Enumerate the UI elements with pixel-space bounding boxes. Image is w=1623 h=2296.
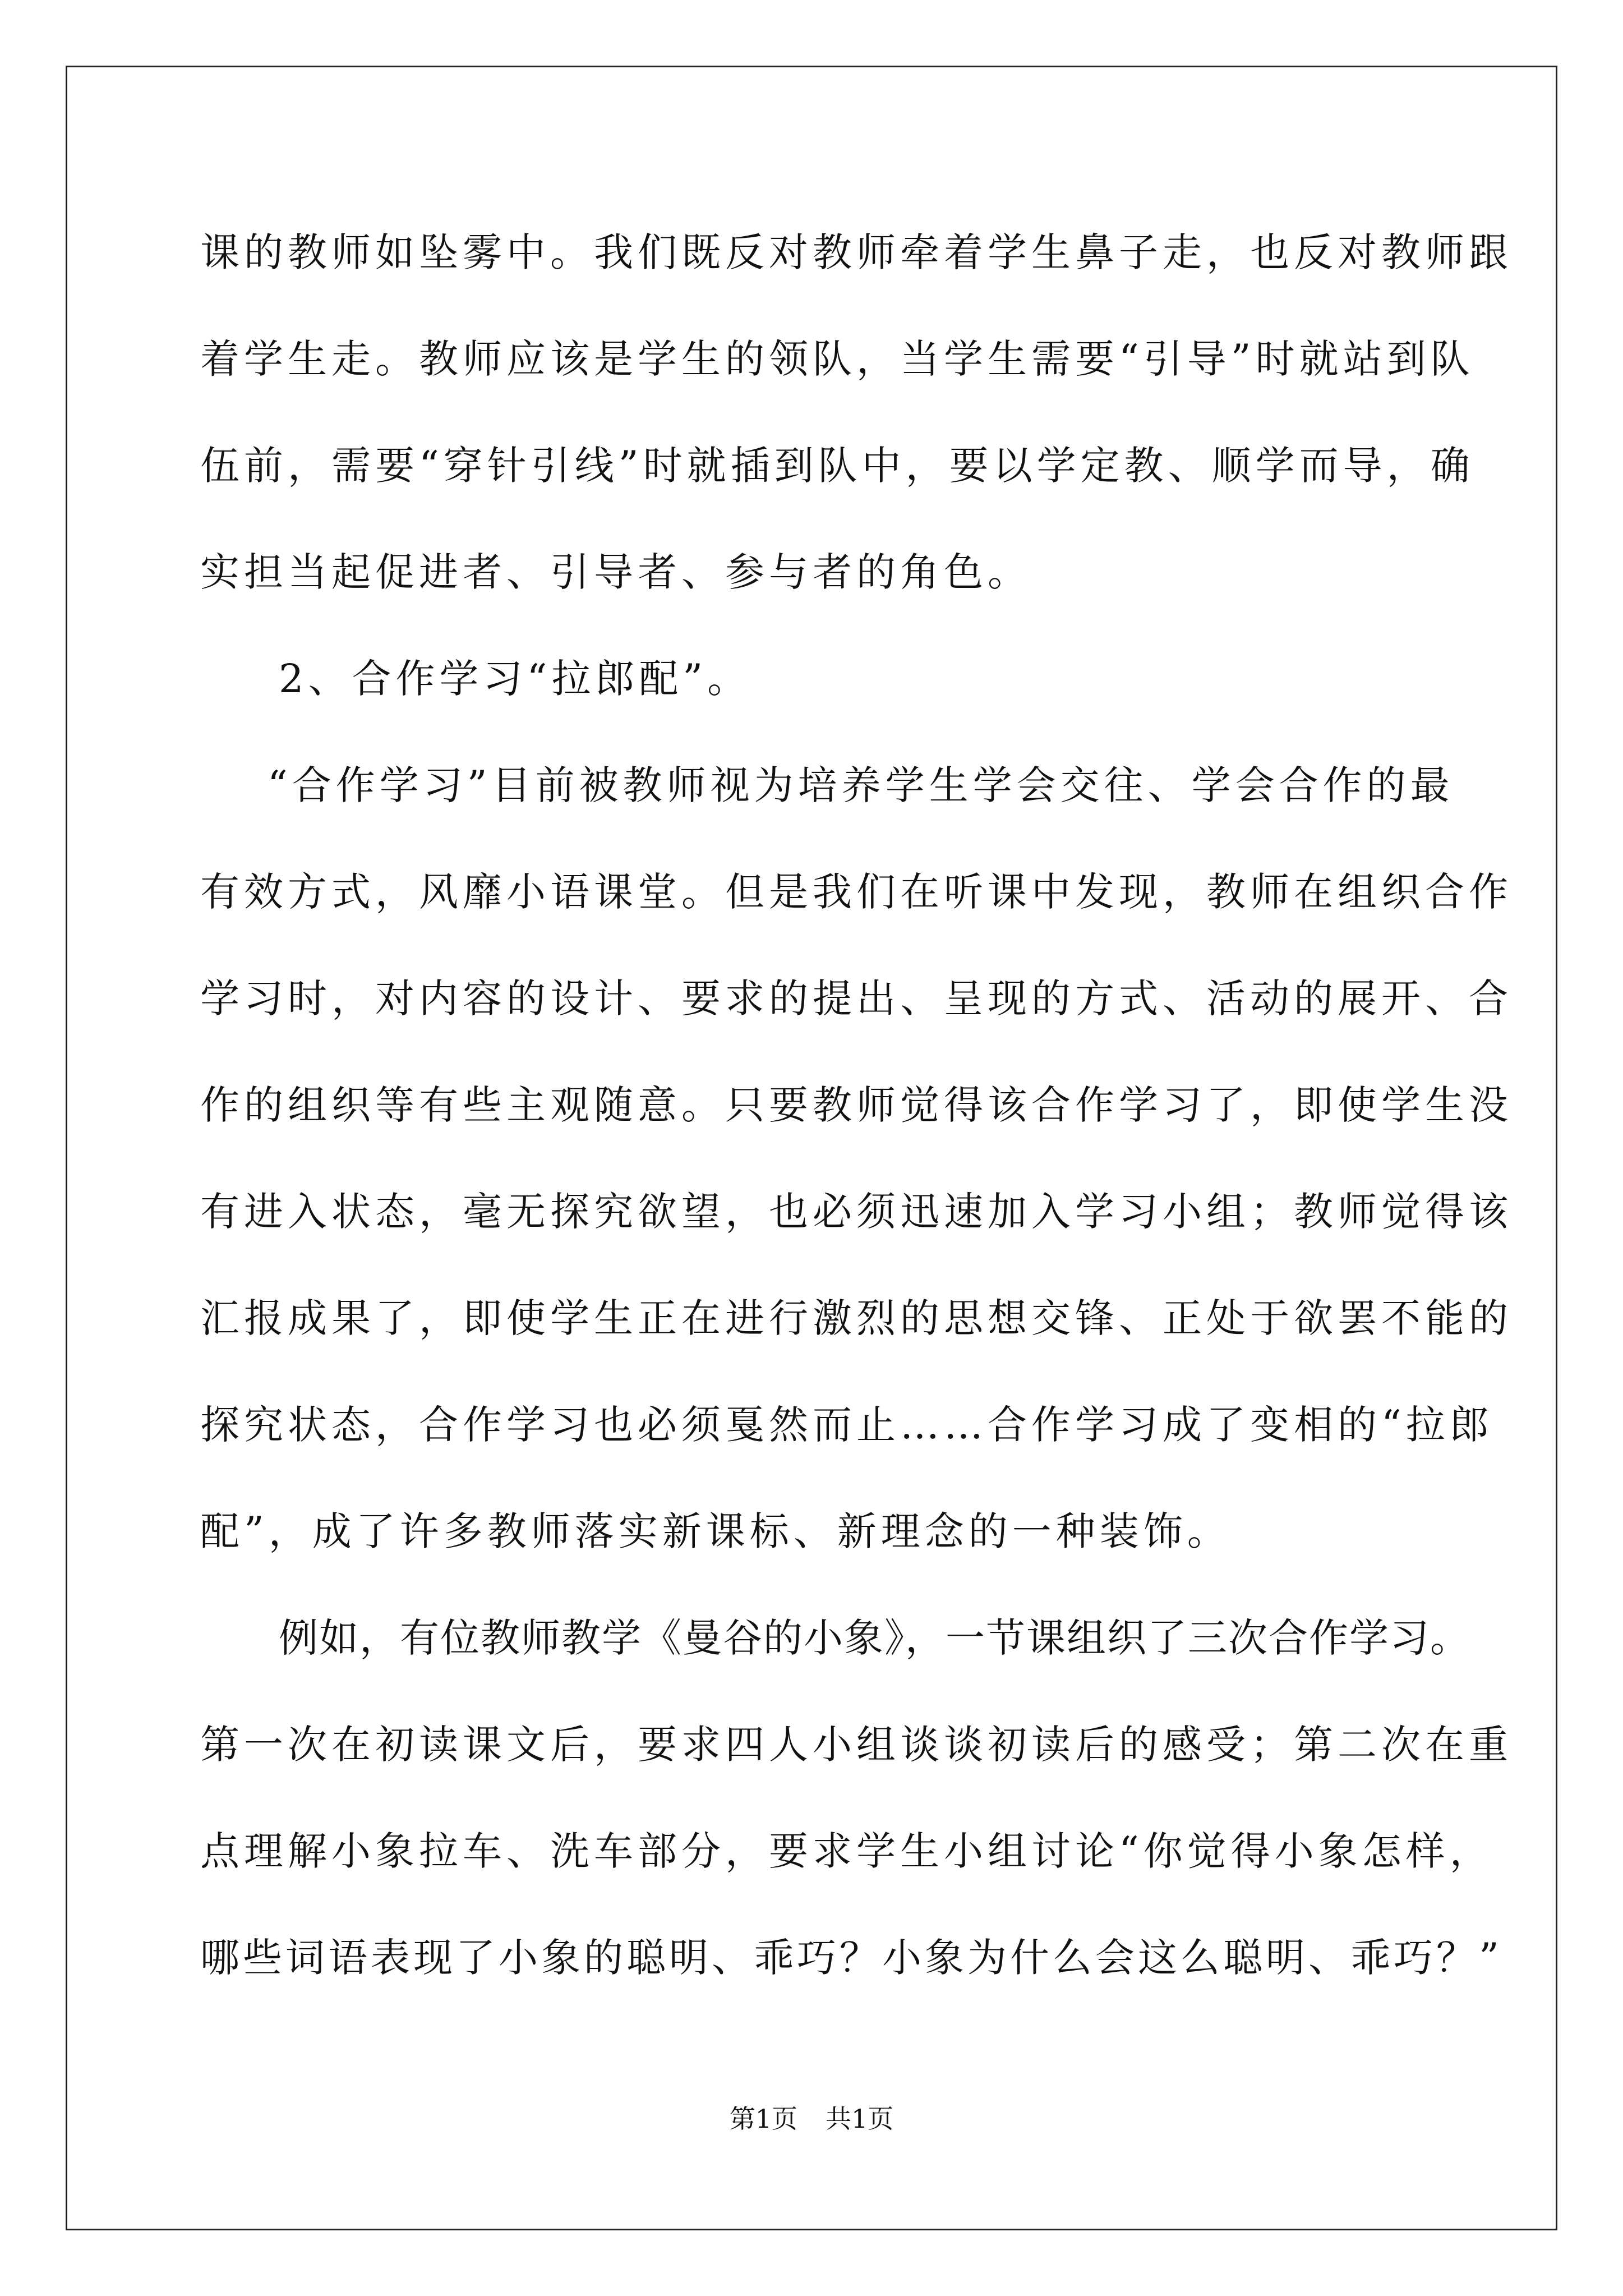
paragraph-line: 着学生走。教师应该是学生的领队，当学生需要“引导”时就站到队 <box>200 336 1474 382</box>
paragraph-line: 伍前，需要“穿针引线”时就插到队中，要以学定教、顺学而导，确 <box>200 443 1474 489</box>
paragraph-line: 配”，成了许多教师落实新课标、新理念的一种装饰。 <box>200 1508 1231 1554</box>
page-total: 共1页 <box>826 2104 894 2134</box>
page-footer <box>0 2102 1623 2136</box>
section-heading: 2、合作学习“拉郎配”。 <box>279 656 751 702</box>
paragraph-line: 探究状态，合作学习也必须戛然而止……合作学习成了变相的“拉郎 <box>200 1402 1493 1448</box>
paragraph-line: 有进入状态，毫无探究欲望，也必须迅速加入学习小组；教师觉得该 <box>200 1189 1513 1235</box>
paragraph-line: 第一次在初读课文后，要求四人小组谈谈初读后的感受；第二次在重 <box>200 1722 1513 1768</box>
paragraph-line: 作的组织等有些主观随意。只要教师觉得该合作学习了，即使学生没 <box>200 1082 1513 1128</box>
paragraph-line: 有效方式，风靡小语课堂。但是我们在听课中发现，教师在组织合作 <box>200 869 1513 915</box>
page-number: 第1页 <box>729 2104 797 2134</box>
paragraph-line: 课的教师如坠雾中。我们既反对教师牵着学生鼻子走，也反对教师跟 <box>200 229 1513 275</box>
paragraph-line: 哪些词语表现了小象的聪明、乖巧？小象为什么会这么聪明、乖巧？” <box>200 1935 1502 1981</box>
page-border <box>66 66 1557 2230</box>
paragraph-line: 点理解小象拉车、洗车部分，要求学生小组讨论“你觉得小象怎样， <box>200 1828 1493 1874</box>
paragraph-line: 例如，有位教师教学《曼谷的小象》，一节课组织了三次合作学习。 <box>279 1615 1470 1661</box>
paragraph-line: 学习时，对内容的设计、要求的提出、呈现的方式、活动的展开、合 <box>200 976 1513 1022</box>
paragraph-line: “合作学习”目前被教师视为培养学生学会交往、学会合作的最 <box>268 762 1454 808</box>
paragraph-line: 汇报成果了，即使学生正在进行激烈的思想交锋、正处于欲罢不能的 <box>200 1295 1513 1341</box>
paragraph-line: 实担当起促进者、引导者、参与者的角色。 <box>200 549 1031 595</box>
